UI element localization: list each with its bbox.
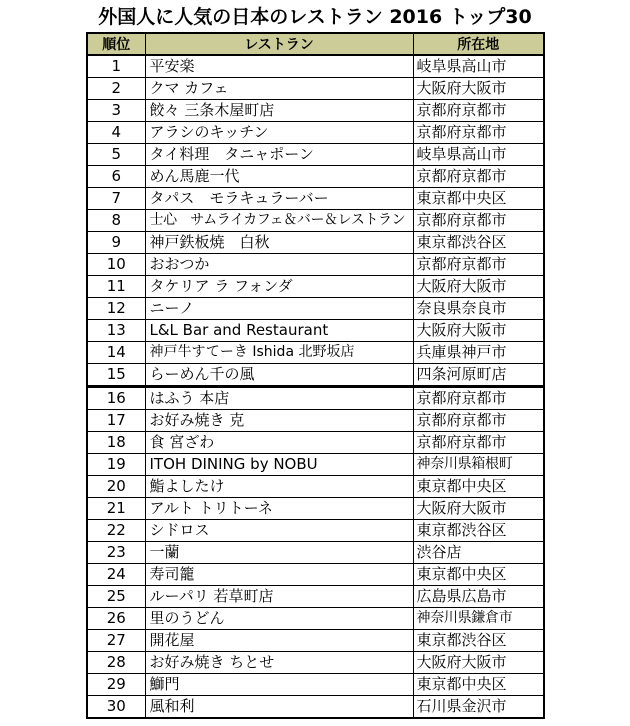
table-row: [87, 498, 544, 520]
restaurant-name-cell: 鮨よしたけ: [145, 476, 413, 498]
rank-cell: 12: [87, 298, 145, 320]
rank-cell: 21: [87, 498, 145, 520]
location-cell: 石川県金沢市: [413, 696, 544, 719]
restaurant-name-cell: 寿司籠: [145, 564, 413, 586]
table-row: [87, 320, 544, 342]
rank-cell: 19: [87, 454, 145, 476]
restaurant-name-cell: L&L Bar and Restaurant: [145, 320, 413, 342]
table-row: [87, 100, 544, 122]
rank-cell: 29: [87, 674, 145, 696]
restaurant-name-cell: アルト トリトーネ: [145, 498, 413, 520]
location-cell: 京都府京都市: [413, 432, 544, 454]
table-row: [87, 586, 544, 608]
location-cell: 四条河原町店: [413, 364, 544, 387]
rank-cell: 26: [87, 608, 145, 630]
location-cell: 東京都渋谷区: [413, 630, 544, 652]
rank-cell: 5: [87, 144, 145, 166]
table-row: [87, 564, 544, 586]
restaurant-name-cell: ルーパリ 若草町店: [145, 586, 413, 608]
location-cell: 岐阜県高山市: [413, 144, 544, 166]
restaurant-name-cell: おおつか: [145, 254, 413, 276]
restaurant-name-cell: タケリア ラ フォンダ: [145, 276, 413, 298]
restaurant-name-cell: 食 宮ざわ: [145, 432, 413, 454]
location-cell: 兵庫県神戸市: [413, 342, 544, 364]
rank-cell: 11: [87, 276, 145, 298]
location-cell: 渋谷店: [413, 542, 544, 564]
table-row: [87, 232, 544, 254]
table-row: [87, 542, 544, 564]
table-row: [87, 476, 544, 498]
rank-cell: 20: [87, 476, 145, 498]
restaurant-name-cell: めん馬鹿一代: [145, 166, 413, 188]
location-cell: 京都府京都市: [413, 100, 544, 122]
rank-cell: 16: [87, 387, 145, 410]
location-cell: 京都府京都市: [413, 387, 544, 410]
location-cell: 広島県広島市: [413, 586, 544, 608]
rank-cell: 27: [87, 630, 145, 652]
restaurant-name-cell: 鰤門: [145, 674, 413, 696]
column-header-name: レストラン: [145, 33, 413, 55]
table-row: [87, 630, 544, 652]
location-cell: 神奈川県鎌倉市: [413, 608, 544, 630]
page-title: 外国人に人気の日本のレストラン 2016 トップ30: [98, 6, 532, 28]
table-row: [87, 166, 544, 188]
table-row: [87, 608, 544, 630]
table-row: [87, 210, 544, 232]
rank-cell: 15: [87, 364, 145, 387]
restaurant-name-cell: はふう 本店: [145, 387, 413, 410]
restaurant-name-cell: 風和利: [145, 696, 413, 719]
rank-cell: 22: [87, 520, 145, 542]
rank-cell: 6: [87, 166, 145, 188]
rank-cell: 28: [87, 652, 145, 674]
location-cell: 大阪府大阪市: [413, 320, 544, 342]
location-cell: 岐阜県高山市: [413, 55, 544, 78]
restaurant-name-cell: タパス モラキュラーバー: [145, 188, 413, 210]
column-header-rank: 順位: [87, 33, 145, 55]
rank-cell: 1: [87, 55, 145, 78]
table-row: [87, 254, 544, 276]
location-cell: 東京都中央区: [413, 188, 544, 210]
location-cell: 東京都中央区: [413, 674, 544, 696]
restaurant-name-cell: 里のうどん: [145, 608, 413, 630]
restaurant-name-cell: クマ カフェ: [145, 78, 413, 100]
location-cell: 神奈川県箱根町: [413, 454, 544, 476]
restaurant-name-cell: 神戸牛すてーき Ishida 北野坂店: [145, 342, 413, 364]
rank-cell: 4: [87, 122, 145, 144]
restaurant-name-cell: お好み焼き 克: [145, 410, 413, 432]
rank-cell: 10: [87, 254, 145, 276]
restaurant-name-cell: ニーノ: [145, 298, 413, 320]
location-cell: 京都府京都市: [413, 210, 544, 232]
location-cell: 京都府京都市: [413, 254, 544, 276]
location-cell: 大阪府大阪市: [413, 498, 544, 520]
restaurant-name-cell: 開花屋: [145, 630, 413, 652]
location-cell: 大阪府大阪市: [413, 276, 544, 298]
location-cell: 東京都中央区: [413, 476, 544, 498]
location-cell: 京都府京都市: [413, 166, 544, 188]
table-row: [87, 144, 544, 166]
rank-cell: 14: [87, 342, 145, 364]
location-cell: 大阪府大阪市: [413, 78, 544, 100]
table-row: [87, 276, 544, 298]
rank-cell: 7: [87, 188, 145, 210]
restaurant-name-cell: 餃々 三条木屋町店: [145, 100, 413, 122]
table-row: [87, 520, 544, 542]
rank-cell: 13: [87, 320, 145, 342]
table-row: [87, 188, 544, 210]
rank-cell: 9: [87, 232, 145, 254]
restaurant-name-cell: らーめん千の風: [145, 364, 413, 387]
location-cell: 東京都渋谷区: [413, 232, 544, 254]
restaurant-name-cell: 一蘭: [145, 542, 413, 564]
table-row: [87, 364, 544, 387]
table-row: [87, 410, 544, 432]
restaurant-name-cell: シドロス: [145, 520, 413, 542]
column-header-location: 所在地: [413, 33, 544, 55]
location-cell: 奈良県奈良市: [413, 298, 544, 320]
rank-cell: 18: [87, 432, 145, 454]
location-cell: 京都府京都市: [413, 122, 544, 144]
table-row: [87, 342, 544, 364]
restaurant-name-cell: アラシのキッチン: [145, 122, 413, 144]
table-row: [87, 387, 544, 410]
location-cell: 大阪府大阪市: [413, 652, 544, 674]
table-header-row: [87, 33, 544, 55]
table-row: [87, 652, 544, 674]
restaurant-name-cell: 平安楽: [145, 55, 413, 78]
rank-cell: 23: [87, 542, 145, 564]
restaurant-name-cell: お好み焼き ちとせ: [145, 652, 413, 674]
rank-cell: 2: [87, 78, 145, 100]
location-cell: 東京都渋谷区: [413, 520, 544, 542]
restaurant-name-cell: 士心 サムライカフェ＆バー＆レストラン: [145, 210, 413, 232]
rank-cell: 30: [87, 696, 145, 719]
table-row: [87, 432, 544, 454]
rank-cell: 24: [87, 564, 145, 586]
table-row: [87, 55, 544, 78]
rank-cell: 17: [87, 410, 145, 432]
table-row: [87, 78, 544, 100]
rank-cell: 8: [87, 210, 145, 232]
table-row: [87, 122, 544, 144]
location-cell: 京都府京都市: [413, 410, 544, 432]
restaurant-name-cell: タイ料理 タニャポーン: [145, 144, 413, 166]
location-cell: 東京都中央区: [413, 564, 544, 586]
ranking-table: [86, 32, 545, 719]
table-row: [87, 454, 544, 476]
table-row: [87, 298, 544, 320]
rank-cell: 25: [87, 586, 145, 608]
table-row: [87, 674, 544, 696]
restaurant-name-cell: 神戸鉄板焼 白秋: [145, 232, 413, 254]
table-row: [87, 696, 544, 719]
rank-cell: 3: [87, 100, 145, 122]
restaurant-name-cell: ITOH DINING by NOBU: [145, 454, 413, 476]
